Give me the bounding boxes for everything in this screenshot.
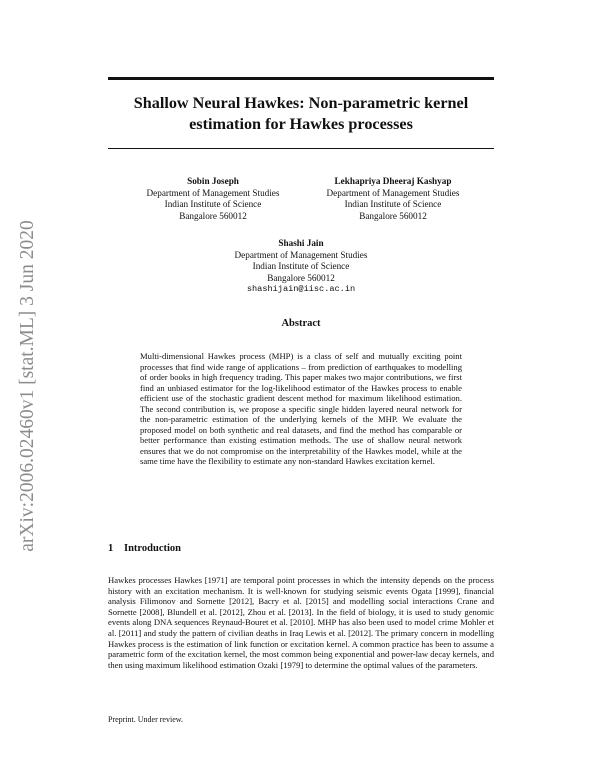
author-name: Shashi Jain: [278, 238, 324, 248]
author-department: Department of Management Studies: [146, 187, 280, 198]
author-name: Sobin Joseph: [187, 176, 239, 186]
author-city: Bangalore 560012: [179, 210, 247, 221]
title-top-rule: [108, 77, 494, 80]
paper-title: [108, 93, 494, 135]
title-line-2: estimation for Hawkes processes: [189, 115, 413, 133]
author-department: Department of Management Studies: [326, 187, 460, 198]
section-number: 1: [108, 543, 114, 554]
author-institute: Indian Institute of Science: [344, 199, 442, 209]
abstract-heading: Abstract: [281, 318, 321, 329]
author-email: shashijain@iisc.ac.in: [246, 284, 356, 294]
section-title: Introduction: [124, 543, 181, 554]
author-department: Department of Management Studies: [234, 249, 368, 260]
title-line-1: Shallow Neural Hawkes: Non-parametric kernel: [133, 94, 469, 112]
author-institute: Indian Institute of Science: [252, 261, 350, 271]
section-heading-introduction: [108, 543, 181, 554]
author-block-shashi-jain: [216, 238, 386, 296]
author-block-lekhapriya-kashyap: [308, 176, 478, 222]
title-bottom-rule: [108, 148, 494, 149]
preprint-footer-note: Preprint. Under review.: [108, 715, 184, 724]
author-city: Bangalore 560012: [267, 272, 335, 283]
author-name: Lekhapriya Dheeraj Kashyap: [334, 176, 452, 186]
author-institute: Indian Institute of Science: [164, 199, 262, 209]
abstract-text: Multi-dimensional Hawkes process (MHP) is a class of self and mutually exciting point processes that find wide range of applications – from prediction of earthquakes to modelling of order books in high frequency trading. This paper makes two major contributions, we first find an unbiased estimator for the log-likelihood estimator of the Hawkes process to enable efficient use of the stochastic gradient descent method for maximum likelihood estimation. The second contribution is, we propose a specific single hidden layered neural network for the non-parametric estimation of the underlying kernels of the MHP. We evaluate the proposed model on both synthetic and real datasets, and find the method has comparable or better performance than existing estimation methods. The use of shallow neural network ensures that we do not compromise on the interpretability of the Hawkes model, while at the same time have the flexibility to estimate any non-standard Hawkes excitation kernel.: [140, 351, 462, 467]
author-city: Bangalore 560012: [359, 210, 427, 221]
author-block-sobin-joseph: [128, 176, 298, 222]
introduction-paragraph: Hawkes processes Hawkes [1971] are temporal point processes in which the intensity depends on the process history with an excitation mechanism. It is well-known for studying seismic events Ogata [1999], financial analysis Filimonov and Sornette [2012], Bacry et al. [2015] and modelling social interactions Crane and Sornette [2008], Blundell et al. [2012], Zhou et al. [2013]. In the field of biology, it is used to study genomic events along DNA sequences Reynaud-Bouret et al. [2010]. MHP has also been used to model crime Mohler et al. [2011] and study the pattern of civilian deaths in Iraq Lewis et al. [2012]. The primary concern in modelling Hawkes process is the estimation of link function or excitation kernel. A common practice has been to assume a parametric form of the excitation kernel, the most common being exponential and power-law decay kernels, and then using maximum likelihood estimation Ozaki [1979] to determine the optimal values of the parameters.: [108, 575, 494, 670]
arxiv-identifier-stamp: arXiv:2006.02460v1 [stat.ML] 3 Jun 2020: [17, 220, 38, 552]
